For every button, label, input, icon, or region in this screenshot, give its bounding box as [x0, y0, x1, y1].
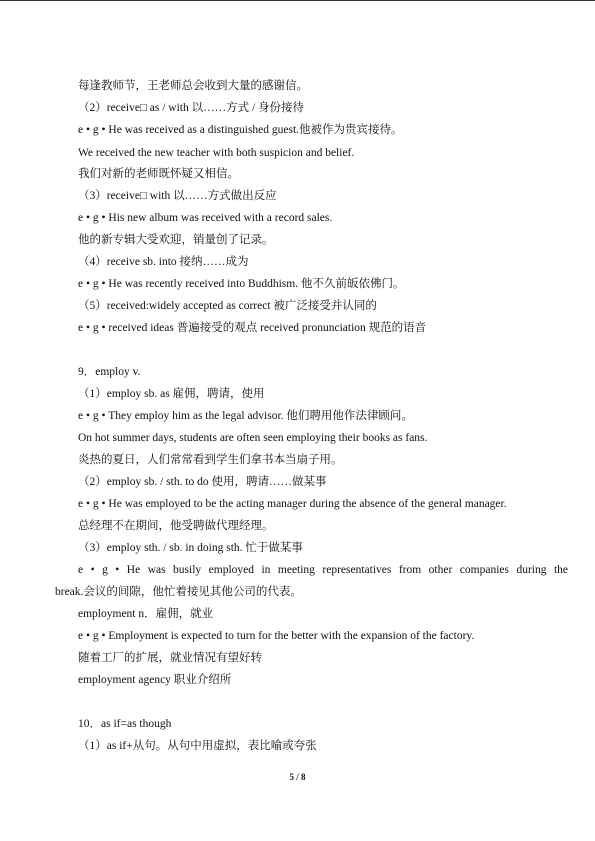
text-line: （2）employ sb. / sth. to do 使用，聘请……做某事	[78, 476, 327, 488]
text-line: （3）receive□ with 以……方式做出反应	[78, 190, 277, 202]
text-line: （1）as if+从句。从句中用虚拟，表比喻或夸张	[78, 740, 317, 752]
text-line: （3）employ sth. / sb. in doing sth. 忙于做某事	[78, 542, 303, 554]
text-line: e • g • They employ him as the legal advisor. 他们聘用他作法律顾问。	[78, 410, 413, 422]
text-line: 每逢教师节，王老师总会收到大量的感谢信。	[78, 80, 308, 92]
section-heading: 9．employ v.	[78, 366, 141, 378]
text-line: On hot summer days, students are often seen employing their books as fans.	[78, 432, 428, 444]
text-line: break.会议的间隙，他忙着接见其他公司的代表。	[55, 586, 302, 598]
text-line: e • g • Employment is expected to turn for the better with the expansion of the factory.	[78, 630, 475, 642]
text-line: e • g • He was received as a distinguished guest.他被作为贵宾接待。	[78, 124, 403, 136]
text-line: We received the new teacher with both suspicion and belief.	[78, 147, 355, 159]
page-number: 5 / 8	[289, 772, 306, 782]
text-line: 我们对新的老师既怀疑又相信。	[78, 168, 239, 180]
text-line: 随着工厂的扩展，就业情况有望好转	[78, 652, 262, 664]
text-line: 总经理不在期间，他受聘做代理经理。	[78, 520, 274, 532]
text-line: e • g • He was recently received into Buddhism. 他不久前皈依佛门。	[78, 278, 405, 290]
text-line: （2）receive□ as / with 以……方式 / 身份接待	[78, 102, 305, 114]
text-line: e • g • received ideas 普遍接受的观点 received pronunciation 规范的语音	[78, 322, 427, 334]
text-line: （5）received:widely accepted as correct 被广泛接受并认同的	[78, 300, 377, 312]
text-line: employment n．雇佣，就业	[78, 608, 214, 620]
section-heading: 10．as if=as though	[78, 718, 172, 730]
text-line: 炎热的夏日，人们常常看到学生们拿书本当扇子用。	[78, 454, 343, 466]
text-line: e • g • His new album was received with a record sales.	[78, 212, 333, 224]
text-line: 他的新专辑大受欢迎，销量创了记录。	[78, 234, 274, 246]
text-line: e • g • He was busily employed in meeting representatives from other companies during the	[78, 564, 568, 576]
text-line: e • g • He was employed to be the acting manager during the absence of the general manager.	[78, 498, 507, 510]
text-line: employment agency 职业介绍所	[78, 674, 232, 686]
text-line: （4）receive sb. into 接纳……成为	[78, 256, 249, 268]
text-line: （1）employ sb. as 雇佣，聘请，使用	[78, 388, 265, 400]
top-border	[0, 0, 595, 1]
